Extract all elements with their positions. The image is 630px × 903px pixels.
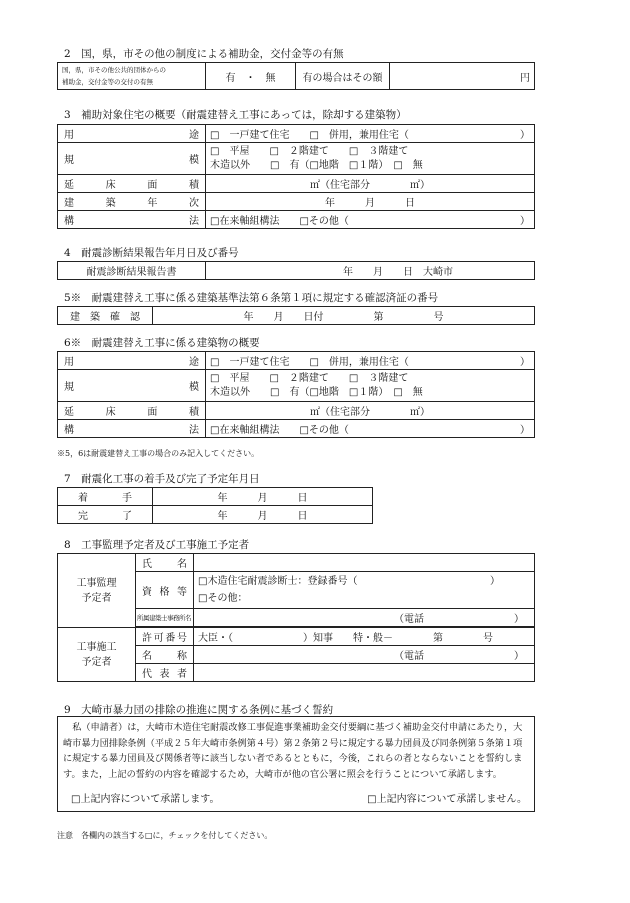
supervisor-name-label: 氏名 (136, 554, 194, 572)
start-label: 着手 (58, 488, 153, 506)
target-house-table (57, 124, 535, 229)
supervisor-label-cell (58, 554, 136, 628)
pledge-box (57, 716, 535, 812)
office-tel: （電話 ） (394, 614, 524, 625)
use-value: □ 一戸建て住宅 □ 併用，兼用住宅（ (210, 130, 409, 141)
build-year-label: 建築年次 (58, 193, 206, 211)
scale-line1: □ 平屋 □ ２階建て □ ３階建て (210, 145, 409, 157)
office-label: 所属建築士事務所名 (136, 609, 194, 627)
section-7-heading: 7 耐震化工事の着手及び完了予定年月日 (64, 473, 260, 485)
rebuild-method-close-paren: ） (520, 425, 530, 436)
company-tel: （電話 ） (394, 651, 524, 662)
contractor-label-line1: 工事施工 (76, 641, 117, 653)
qualification-line2: □その他： (198, 593, 248, 604)
section-9-heading: 9 大崎市暴力団の排除の推進に関する条例に基づく誓約 (64, 704, 334, 716)
rebuild-scale-field[interactable] (206, 370, 535, 402)
office-field[interactable] (194, 609, 535, 627)
rebuild-use-value: □ 一戸建て住宅 □ 併用，兼用住宅（ (210, 357, 409, 368)
contractor-label-line2: 予定者 (81, 656, 112, 668)
rebuild-floor-label: 延床面積 (58, 402, 206, 420)
rebuild-method-value: □在来軸組構法 □その他（ (210, 425, 349, 436)
scale-line2: 木造以外 □ 有（□地階 □１階） □ 無 (210, 159, 423, 171)
supervisor-label-line1: 工事監理 (76, 577, 117, 589)
floor-area-label: 延床面積 (58, 175, 206, 193)
subsidy-label-cell (58, 63, 206, 90)
start-date-field[interactable]: 年 月 日 (153, 488, 373, 506)
subsidy-table (57, 62, 535, 90)
rebuild-use-field[interactable] (206, 352, 535, 370)
pledge-text: 私（申請者）は，大崎市木造住宅耐震改修工事促進事業補助金交付要綱に基づく補助金交付申請にあたり，大崎市暴力団排除条例（平成２５年大崎市条例第４号）第２条第２号に規定する暴力団員及び同条例第５条第１項に規定する暴力団員及び関係者等に該当しない者であるとともに，今後，これらの者とならないことを誓約します。また，上記の誓約の内容を確認するため，大崎市が他の官公署に照会を行うことについて承諾します。 (63, 722, 523, 780)
qualification-line1: □木造住宅耐震診断士：登録番号（ (198, 576, 358, 587)
footer-note: 注意 各欄内の該当する□に，チェックを付してください。 (57, 831, 273, 840)
floor-area-field[interactable]: ㎡（住宅部分 ㎡） (206, 175, 535, 193)
diagnosis-field[interactable]: 年 月 日 大崎市 (206, 262, 535, 280)
method-value: □在来軸組構法 □その他（ (210, 216, 349, 227)
section-4-heading: 4 耐震診断結果報告年月日及び番号 (64, 247, 239, 259)
contractors-table (57, 553, 535, 682)
company-field[interactable] (194, 646, 535, 664)
rebuild-table (57, 351, 535, 438)
section-5-6-note: ※5，6は耐震建替え工事の場合のみ記入してください。 (57, 449, 260, 458)
rebuild-use-close-paren: ） (520, 357, 530, 368)
use-field[interactable] (206, 125, 535, 143)
subsidy-label-line2: 補助金，交付金等の交付の有無 (62, 78, 153, 86)
rebuild-floor-field[interactable]: ㎡（住宅部分 ㎡） (206, 402, 535, 420)
contractor-label-cell (58, 628, 136, 682)
permit-label: 許可番号 (136, 628, 194, 646)
scale-field[interactable] (206, 143, 535, 175)
use-label: 用途 (58, 125, 206, 143)
rebuild-scale-line2: 木造以外 □ 有（□地階 □１階） □ 無 (210, 386, 423, 398)
diagnosis-label: 耐震診断結果報告書 (58, 262, 206, 280)
disagree-option[interactable]: □上記内容について承諾しません。 (367, 794, 527, 806)
company-label: 名称 (136, 646, 194, 664)
subsidy-amount-label: 有の場合はその額 (296, 63, 390, 90)
build-year-field[interactable]: 年 月 日 (206, 193, 535, 211)
supervisor-name-field[interactable] (194, 554, 535, 572)
building-confirm-label: 建築確認 (58, 307, 153, 325)
rebuild-scale-line1: □ 平屋 □ ２階建て □ ３階建て (210, 372, 409, 384)
representative-field[interactable] (194, 664, 535, 682)
supervisor-label-line2: 予定者 (81, 592, 112, 604)
method-field[interactable] (206, 211, 535, 229)
qualification-close-paren: ） (490, 576, 500, 587)
section-5-heading: 5※ 耐震建替え工事に係る建築基準法第６条第１項に規定する確認済証の番号 (64, 292, 439, 304)
building-confirm-table (57, 306, 535, 325)
end-label: 完了 (58, 506, 153, 524)
yen-unit: 円 (520, 72, 530, 84)
permit-field[interactable]: 大臣・（ ）知事 特・般－ 第 号 (194, 628, 535, 646)
subsidy-amount-field[interactable] (390, 63, 535, 90)
use-close-paren: ） (520, 130, 530, 141)
method-label: 構法 (58, 211, 206, 229)
agree-option[interactable]: □上記内容について承諾します。 (71, 794, 220, 806)
rebuild-method-label: 構法 (58, 420, 206, 438)
rebuild-scale-label: 規模 (58, 370, 206, 402)
section-8-heading: 8 工事監理予定者及び工事施工予定者 (64, 539, 250, 551)
qualification-label: 資格等 (136, 572, 194, 609)
method-close-paren: ） (520, 216, 530, 227)
scale-label: 規模 (58, 143, 206, 175)
subsidy-choice[interactable]: 有 ・ 無 (206, 63, 296, 90)
subsidy-label-line1: 国，県，市その他公共的団体からの (62, 66, 166, 74)
qualification-field[interactable] (194, 572, 535, 609)
end-date-field[interactable]: 年 月 日 (153, 506, 373, 524)
rebuild-use-label: 用途 (58, 352, 206, 370)
section-6-heading: 6※ 耐震建替え工事に係る建築物の概要 (64, 337, 260, 349)
building-confirm-field[interactable]: 年 月 日付 第 号 (153, 307, 535, 325)
rebuild-method-field[interactable] (206, 420, 535, 438)
section-3-heading: 3 補助対象住宅の概要（耐震建替え工事にあっては，除却する建築物） (64, 109, 407, 121)
schedule-table (57, 487, 373, 524)
section-2-heading: 2 国，県，市その他の制度による補助金，交付金等の有無 (64, 48, 344, 60)
diagnosis-table (57, 261, 535, 280)
representative-label: 代表者 (136, 664, 194, 682)
